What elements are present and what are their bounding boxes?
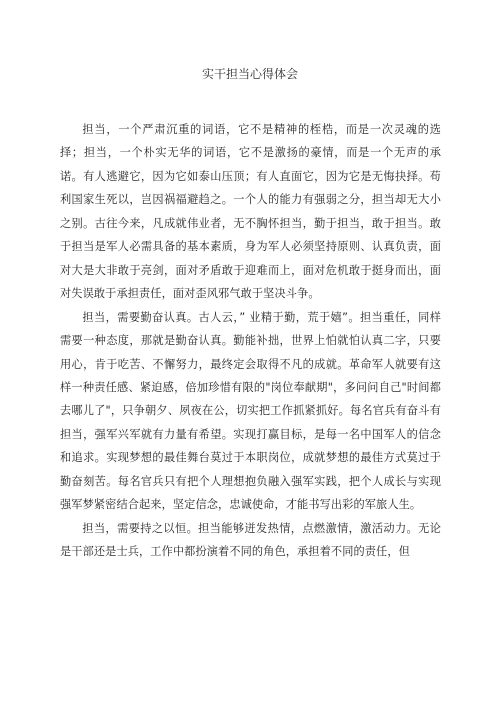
- paragraph-2: 担当，需要勤奋认真。古人云，” 业精于勤，荒于嬉”。担当重任，同样需要一种态度，那就是勤奋认真。勤能补拙，世界上怕就怕认真二字，只要用心，肯于吃苦、不懈努力，最终定会取得不凡的成就。革命军人就要有这样一种责任感、紧迫感，倍加珍惜有限的"岗位奉献期"，多问问自己"时间都去哪儿了"，只争朝夕、夙夜在公，切实把工作抓紧抓好。每名官兵有奋斗有担当，强军兴军就有力量有希望。实现打赢目标，是每一名中国军人的信念和追求。实现梦想的最佳舞台莫过于本职岗位，成就梦想的最佳方式莫过于勤奋刻苦。每名官兵只有把个人理想抱负融入强军实践，把个人成长与实现强军梦紧密结合起来，坚定信念，忠诚使命，才能书写出彩的军旅人生。: [60, 310, 441, 512]
- paragraph-3: 担当，需要持之以恒。担当能够迸发热情，点燃激情，激活动力。无论是干部还是士兵，工作中都扮演着不同的角色，承担着不同的责任，但: [60, 521, 441, 559]
- document-body: [60, 118, 441, 564]
- document-title: 实干担当心得体会: [201, 67, 298, 81]
- paragraph-1: 担当，一个严肃沉重的词语，它不是精神的桎梏，而是一次灵魂的选择；担当，一个朴实无华的词语，它不是激扬的豪情，而是一个无声的承诺。有人逃避它，因为它如泰山压顶；有人直面它，因为它是无悔抉择。苟利国家生死以，岂因祸福避趋之。一个人的能力有强弱之分，担当却无大小之别。古往今来，凡成就伟业者，无不胸怀担当，勤于担当，敢于担当。敢于担当是军人必需具备的基本素质，身为军人必须坚持原则、认真负责，面对大是大非敢于亮剑，面对矛盾敢于迎难而上，面对危机敢于挺身而出，面对失误敢于承担责任，面对歪风邪气敢于坚决斗争。: [60, 123, 441, 301]
